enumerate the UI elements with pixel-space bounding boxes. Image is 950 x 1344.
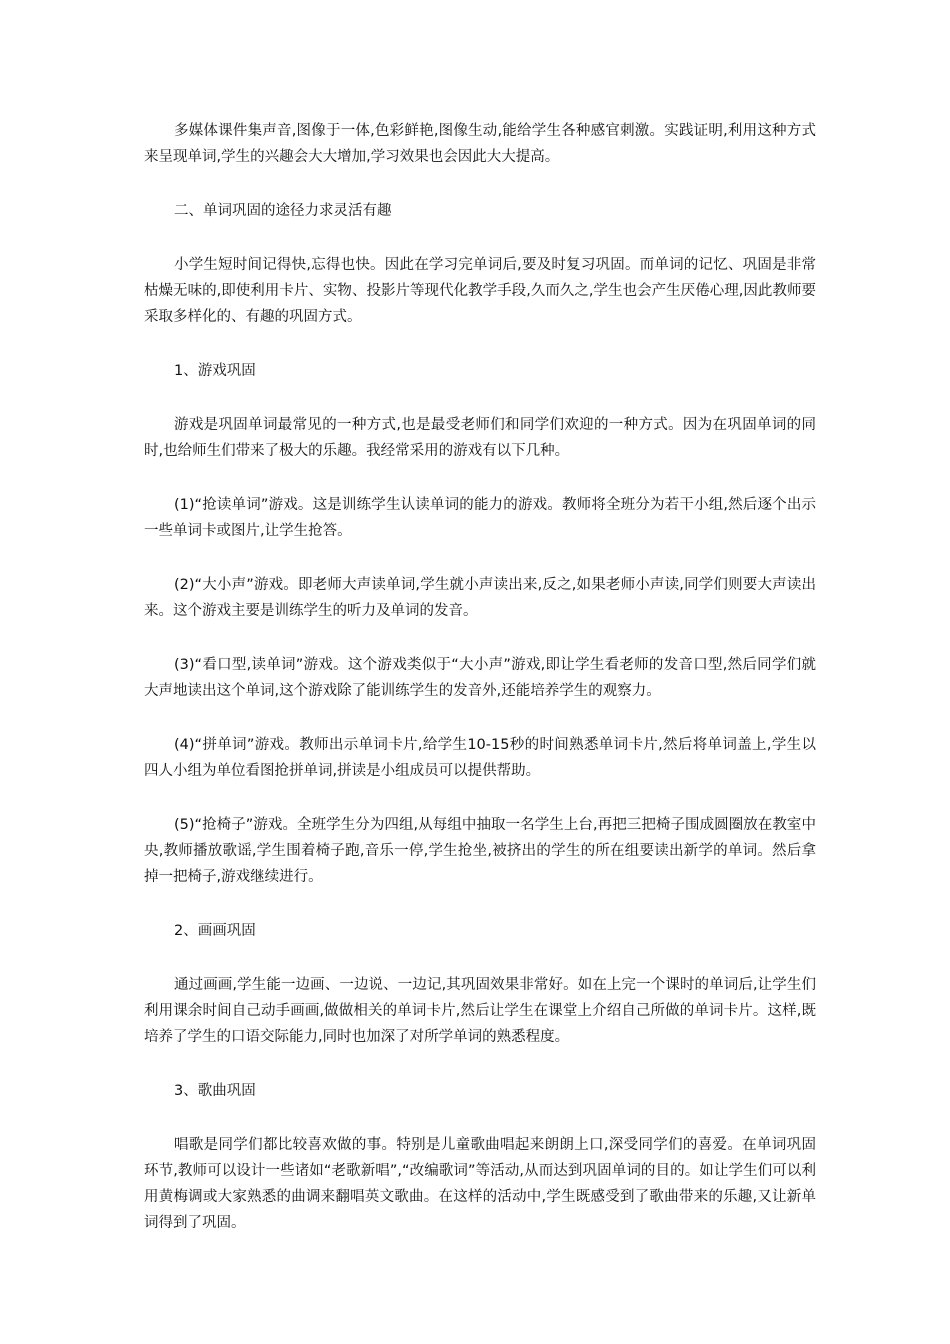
paragraph-songs: 唱歌是同学们都比较喜欢做的事。特别是儿童歌曲唱起来朗朗上口,深受同学们的喜爱。在单词巩固环节,教师可以设计一些诸如“老歌新唱”,“改编歌词”等活动,从而达到巩固单词的目的。如让学生们可以利用黄梅调或大家熟悉的曲调来翻唱英文歌曲。在这样的活动中,学生既感受到了歌曲带来的乐趣,又让新单词得到了巩固。 bbox=[144, 1137, 816, 1231]
paragraph-multimedia: 多媒体课件集声音,图像于一体,色彩鲜艳,图像生动,能给学生各种感官刺激。实践证明,利用这种方式来呈现单词,学生的兴趣会大大增加,学习效果也会因此大大提高。 bbox=[144, 123, 816, 165]
paragraph-game-2: (2)“大小声”游戏。即老师大声读单词,学生就小声读出来,反之,如果老师小声读,同学们则要大声读出来。这个游戏主要是训练学生的听力及单词的发音。 bbox=[144, 577, 816, 619]
paragraph-game-1: (1)“抢读单词”游戏。这是训练学生认读单词的能力的游戏。教师将全班分为若干小组,然后逐个出示一些单词卡或图片,让学生抢答。 bbox=[144, 497, 816, 539]
subheading-songs: 3、歌曲巩固 bbox=[174, 1083, 256, 1099]
paragraph-game-4: (4)“拼单词”游戏。教师出示单词卡片,给学生10-15秒的时间熟悉单词卡片,然后将单词盖上,学生以四人小组为单位看图抢拼单词,拼读是小组成员可以提供帮助。 bbox=[144, 737, 816, 779]
paragraph-game-5: (5)“抢椅子”游戏。全班学生分为四组,从每组中抽取一名学生上台,再把三把椅子围成圆圈放在教室中央,教师播放歌谣,学生围着椅子跑,音乐一停,学生抢坐,被挤出的学生的所在组要读出新学的单词。然后拿掉一把椅子,游戏继续进行。 bbox=[144, 817, 816, 885]
subheading-drawing: 2、画画巩固 bbox=[174, 923, 256, 939]
subheading-game: 1、游戏巩固 bbox=[174, 363, 256, 379]
paragraph-game-3: (3)“看口型,读单词”游戏。这个游戏类似于“大小声”游戏,即让学生看老师的发音口型,然后同学们就大声地读出这个单词,这个游戏除了能训练学生的发音外,还能培养学生的观察力。 bbox=[144, 657, 816, 699]
section-heading-consolidation: 二、单词巩固的途径力求灵活有趣 bbox=[174, 203, 392, 219]
paragraph-drawing: 通过画画,学生能一边画、一边说、一边记,其巩固效果非常好。如在上完一个课时的单词后,让学生们利用课余时间自己动手画画,做做相关的单词卡片,然后让学生在课堂上介绍自己所做的单词卡片。这样,既培养了学生的口语交际能力,同时也加深了对所学单词的熟悉程度。 bbox=[144, 977, 816, 1045]
paragraph-forgetting: 小学生短时间记得快,忘得也快。因此在学习完单词后,要及时复习巩固。而单词的记忆、巩固是非常枯燥无味的,即使利用卡片、实物、投影片等现代化教学手段,久而久之,学生也会产生厌倦心理,因此教师要采取多样化的、有趣的巩固方式。 bbox=[144, 257, 816, 325]
paragraph-game-intro: 游戏是巩固单词最常见的一种方式,也是最受老师们和同学们欢迎的一种方式。因为在巩固单词的同时,也给师生们带来了极大的乐趣。我经常采用的游戏有以下几种。 bbox=[144, 417, 816, 459]
document-body bbox=[144, 118, 816, 1236]
